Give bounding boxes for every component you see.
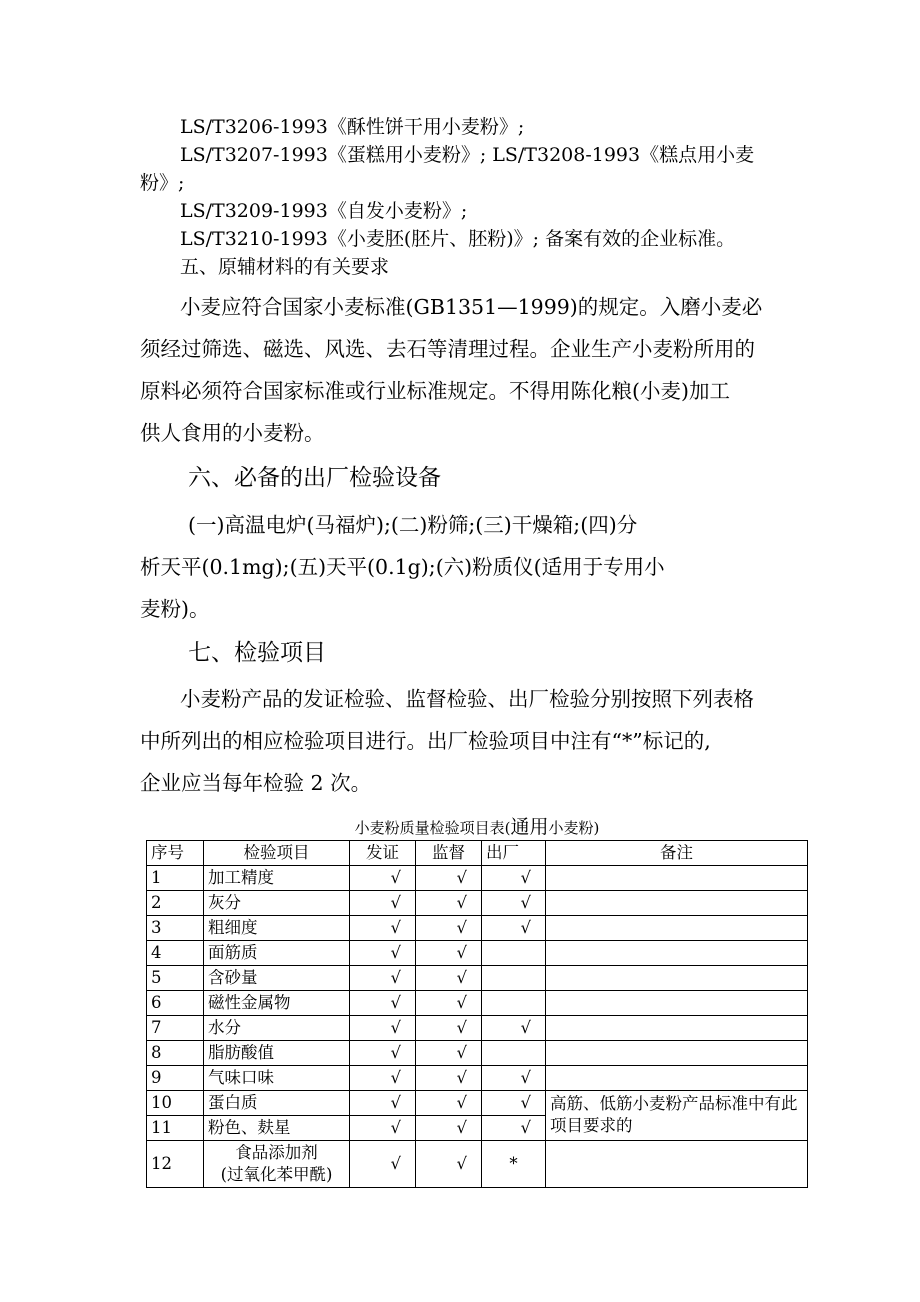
supervision-check: √ [416,1141,482,1188]
row-no: 6 [147,991,204,1016]
item-line: (过氧化苯甲酰) [220,1165,333,1184]
paragraph-line: 供人食用的小麦粉。 [140,421,325,445]
cert-check: √ [350,1141,416,1188]
header-certification: 发证 [350,841,416,866]
note-cell [546,941,808,966]
section-heading: 七、检验项目 [188,640,326,666]
section-heading: 六、必备的出厂检验设备 [188,465,441,491]
table-row [147,916,808,941]
row-item: 蛋白质 [204,1091,350,1116]
paragraph-line: 中所列出的相应检验项目进行。出厂检验项目中注有“*”标记的, [140,729,711,753]
supervision-check: √ [416,1066,482,1091]
row-no: 4 [147,941,204,966]
supervision-check: √ [416,1116,482,1141]
row-no: 5 [147,966,204,991]
row-item: 灰分 [204,891,350,916]
note-cell [546,916,808,941]
table-row [147,891,808,916]
table-row [147,1141,808,1188]
row-no: 10 [147,1091,204,1116]
row-item: 粗细度 [204,916,350,941]
cert-check: √ [350,866,416,891]
supervision-check: √ [416,1016,482,1041]
supervision-check: √ [416,941,482,966]
table-row [147,941,808,966]
standard-line: 粉》; [140,172,185,194]
standard-line: LS/T3206-1993《酥性饼干用小麦粉》; [180,116,525,138]
row-item: 气味口味 [204,1066,350,1091]
row-no: 9 [147,1066,204,1091]
note-cell [546,1041,808,1066]
cert-check: √ [350,1091,416,1116]
cert-check: √ [350,966,416,991]
header-supervision: 监督 [416,841,482,866]
factory-check: √ [482,1116,546,1141]
factory-check: √ [482,916,546,941]
row-no: 1 [147,866,204,891]
caption-part: 小麦粉) [548,819,600,837]
standard-line: LS/T3210-1993《小麦胚(胚片、胚粉)》; 备案有效的企业标准。 [180,228,736,250]
factory-check: √ [482,866,546,891]
header-item: 检验项目 [204,841,350,866]
standard-line: LS/T3209-1993《自发小麦粉》; [180,200,468,222]
paragraph-line: 析天平(0.1mg);(五)天平(0.1g);(六)粉质仪(适用于专用小 [140,555,665,579]
factory-check [482,1041,546,1066]
paragraph-line: 企业应当每年检验 2 次。 [140,771,372,795]
note-cell [546,1066,808,1091]
cert-check: √ [350,916,416,941]
row-item: 加工精度 [204,866,350,891]
note-cell [546,891,808,916]
supervision-check: √ [416,991,482,1016]
factory-check [482,966,546,991]
item-line: 食品添加剂 [235,1143,318,1162]
note-cell [546,966,808,991]
factory-check: √ [482,1066,546,1091]
row-item: 面筋质 [204,941,350,966]
table-row [147,966,808,991]
cert-check: √ [350,1116,416,1141]
factory-star: * [482,1141,546,1188]
supervision-check: √ [416,891,482,916]
row-no: 2 [147,891,204,916]
table-row [147,1091,808,1116]
cert-check: √ [350,991,416,1016]
inspection-items-table [146,840,808,1188]
table-row [147,1041,808,1066]
row-item [204,1141,350,1188]
table-row [147,1016,808,1041]
caption-part: 小麦粉质量检验项目表( [354,819,511,837]
standard-line: LS/T3207-1993《蛋糕用小麦粉》; LS/T3208-1993《糕点用小麦 [180,144,755,166]
row-item: 含砂量 [204,966,350,991]
row-item: 粉色、麸星 [204,1116,350,1141]
row-no: 7 [147,1016,204,1041]
supervision-check: √ [416,1041,482,1066]
paragraph-line: 原料必须符合国家标准或行业标准规定。不得用陈化粮(小麦)加工 [140,379,730,403]
paragraph-line: (一)高温电炉(马福炉);(二)粉筛;(三)干燥箱;(四)分 [188,513,638,537]
note-cell [546,1141,808,1188]
row-no: 3 [147,916,204,941]
caption-part: 通用 [510,816,549,838]
table-row [147,991,808,1016]
factory-check: √ [482,891,546,916]
header-no: 序号 [147,841,204,866]
row-no: 11 [147,1116,204,1141]
row-item: 水分 [204,1016,350,1041]
cert-check: √ [350,1041,416,1066]
factory-check: √ [482,1091,546,1116]
table-header-row [147,841,808,866]
supervision-check: √ [416,866,482,891]
cert-check: √ [350,891,416,916]
factory-check [482,991,546,1016]
factory-check: √ [482,1016,546,1041]
cert-check: √ [350,1016,416,1041]
paragraph-line: 小麦粉产品的发证检验、监督检验、出厂检验分别按照下列表格 [180,687,754,711]
table-row [147,866,808,891]
cert-check: √ [350,1066,416,1091]
section-heading: 五、原辅材料的有关要求 [180,256,390,278]
supervision-check: √ [416,1091,482,1116]
row-item: 脂肪酸值 [204,1041,350,1066]
row-no: 12 [147,1141,204,1188]
paragraph-line: 小麦应符合国家小麦标准(GB1351—1999)的规定。入磨小麦必 [180,295,763,319]
row-no: 8 [147,1041,204,1066]
factory-check [482,941,546,966]
row-item: 磁性金属物 [204,991,350,1016]
supervision-check: √ [416,916,482,941]
header-note: 备注 [546,841,808,866]
note-cell [546,1016,808,1041]
note-cell: 高筋、低筋小麦粉产品标准中有此项目要求的 [546,1091,808,1141]
table-caption [146,816,808,839]
supervision-check: √ [416,966,482,991]
paragraph-line: 麦粉)。 [140,597,210,621]
table-row [147,1066,808,1091]
cert-check: √ [350,941,416,966]
note-cell [546,991,808,1016]
header-factory: 出厂 [482,841,546,866]
note-cell [546,866,808,891]
paragraph-line: 须经过筛选、磁选、风选、去石等清理过程。企业生产小麦粉所用的 [140,337,755,361]
